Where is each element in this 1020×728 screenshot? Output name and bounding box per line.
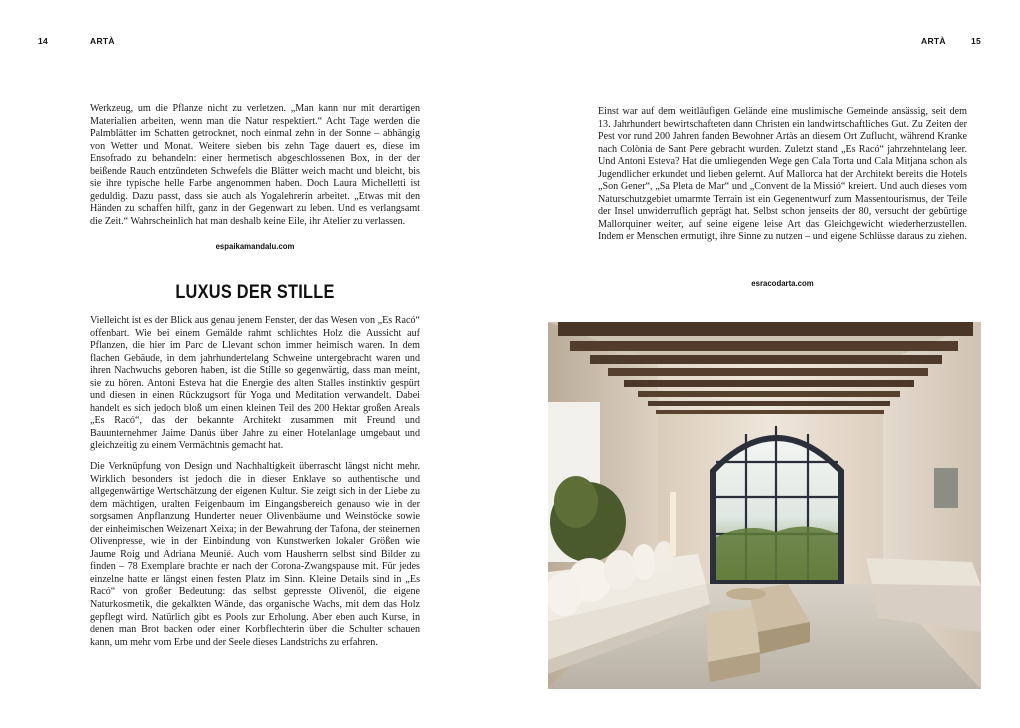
magazine-name: ARTÀ: [90, 36, 115, 46]
article-paragraph: [90, 315, 420, 453]
source-link[interactable]: esracodarta.com: [751, 279, 814, 288]
article-paragraph: [90, 103, 420, 228]
paragraph-text: Die Verknüpfung von Design und Nachhaltigkeit überrascht längst nicht mehr. Wirklich besonders ist jedoch die in dieser Enklave so authentische und allgegenwärtige Wertschätzung der eigenen Kultur. Sie zeigt sich in der Liebe zu dem mächtigen, uralten Feigenbaum im Eingangsbereich genauso wie in der sorgsamen Anpflanzung Hunderter neuer Olivenbäume und Weinstöcke sowie der einheimischen Weizenart Xeixa; in der Bewahrung der Tafona, der steinernen Olivenpresse, wie in der Einbindung von Kunstwerken lokaler Größen wie Jaume Roig und Adriana Meunié. Auch vom Hausherrn selbst sind Bilder zu finden – 78 Exemplare brachte er nach der Corona-Zwangspause mit. Für jedes einzelne hatte er längst einen festen Platz im Sinn. Kleine Details sind in „Es Racó“ von großer Bedeutung: das selbst gepresste Olivenöl, die eigene Naturkosmetik, die gekalkten Wände, das organische Wachs, mit dem das Holz gepflegt wird. Natürlich gibt es Pools zur Erholung. Aber eben auch Kurse, in denen man Brot backen oder einer Korbflechterin über die Schulter schauen kann, um mehr vom Erbe und der Seele dieses Landstrichs zu erfahren.: [90, 461, 420, 648]
page-number: 15: [971, 36, 982, 46]
magazine-name: ARTÀ: [921, 36, 946, 46]
paragraph-text: Werkzeug, um die Pflanze nicht zu verletzen. „Man kann nur mit derartigen Materialien arbeiten, wenn man die Natur respektiert.“ Acht Tage werden die Palmblätter im Schatten getrocknet, noch einmal zehn in der Sonne – abhängig von Wetter und Monat. Weitere sieben bis zehn Tage dauert es, diese im Ensofrado zu behandeln: einer hermetisch abgeschlossenen Box, in der der beißende Rauch entzündeten Schwefels die Blätter weich macht und bleicht, bis sie ihre typische helle Farbe angenommen haben. Doch Laura Michelletti ist geduldig. Dazu passt, dass sie auch als Yogalehrerin arbeitet. „Etwas mit den Händen zu schaffen hilft, ganz in der Gegenwart zu leben. Und es verlangsamt die Zeit.“ Wahrscheinlich hat man deshalb keine Eile, ihr Atelier zu verlassen.: [90, 103, 420, 227]
paragraph-text: Vielleicht ist es der Blick aus genau jenem Fenster, der das Wesen von „Es Racó“ offenbart. Wie bei einem Gemälde rahmt schlichtes Holz die Aussicht auf Pflanzen, die hier im Parc de Llevant schon immer heimisch waren. In dem flachen Gebäude, in dem jahrhundertelang Schweine untergebracht waren und ihren Nachwuchs geboren haben, ist die Stille so gegenwärtig, dass man meint, sie zu hören. Antoni Esteva hat die Energie des alten Stalles instinktiv gespürt und diesen in einen Rückzugsort für Yoga und Meditation verwandelt. Dabei handelt es sich jedoch bloß um einen kleinen Teil des 200 Hektar großen Areals „Es Racó“, das der bekannte Architekt zusammen mit Freund und Bauunternehmer Jaime Danús über Jahre zu einer Hotelanlage umgebaut und gleichzeitig zu einem Vermächtnis gemacht hat.: [90, 315, 420, 452]
article-paragraph: [598, 106, 967, 244]
paragraph-text: Einst war auf dem weitläufigen Gelände eine muslimische Gemeinde ansässig, seit dem 13. Jahrhundert bewirtschafteten dann Christen ein landwirtschaftliches Gut. Zu Zeiten der Pest vor rund 200 Jahren fanden Bewohner Artàs an diesem Ort Zuflucht, während Kranke nach Colònia de Sant Pere gebracht wurden. Zuletzt stand „Es Racó“ jahrzehntelang leer. Und Antoni Esteva? Hat die umliegenden Wege gen Cala Torta und Cala Mitjana schon als Jugendlicher erkundet und lieben gelernt. Auf Mallorca hat der Architekt bereits die Hotels „Son Gener“, „Sa Pleta de Mar“ und „Convent de la Missió“ kreiert. Und auch dieses vom Naturschutzgebiet umarmte Terrain ist ein Gegenentwurf zum Massentourismus, der Teile der Insel unwiderruflich geprägt hat. Selbst schon jenseits der 80, versucht der gebürtige Mallorquiner weiter, auf seine eigene leise Art das Gleichgewicht wiederherzustellen. Indem er Menschen ermutigt, ihre Sinne zu nutzen – und eigene Schlüsse daraus zu ziehen.: [598, 106, 967, 243]
interior-photo: [548, 322, 981, 689]
section-headline: LUXUS DER STILLE: [175, 282, 335, 303]
page-number: 14: [38, 36, 49, 46]
interior-photo-illustration: [548, 322, 981, 689]
article-paragraph: [90, 461, 420, 649]
right-page: [510, 0, 1020, 728]
source-link[interactable]: espaikamandalu.com: [215, 242, 295, 251]
